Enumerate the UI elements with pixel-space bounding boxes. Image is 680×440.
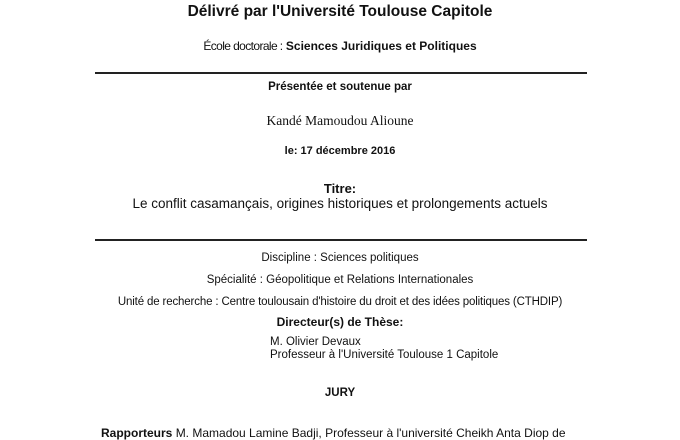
author-name: Kandé Mamoudou Alioune bbox=[266, 113, 414, 128]
doctoral-school-label: École doctorale : bbox=[203, 39, 283, 53]
title-label: Titre: bbox=[323, 181, 357, 196]
rapporteurs-text: M. Mamadou Lamine Badji, Professeur à l'université Cheikh Anta Diop de bbox=[175, 426, 566, 440]
research-unit-line: Unité de recherche : Centre toulousain d'histoire du droit et des idées politiques (CTHDIP) bbox=[117, 296, 563, 308]
specialty-line: Spécialité : Géopolitique et Relations Internationales bbox=[206, 274, 474, 286]
doctoral-school-value: Sciences Juridiques et Politiques bbox=[285, 39, 477, 53]
rapporteurs-label: Rapporteurs bbox=[101, 426, 173, 440]
delivered-by-heading: Délivré par l'Université Toulouse Capitole bbox=[187, 3, 493, 20]
rapporteurs-line bbox=[101, 427, 566, 439]
defense-date: le: 17 décembre 2016 bbox=[284, 145, 396, 157]
top-divider bbox=[95, 72, 587, 74]
discipline-line: Discipline : Sciences politiques bbox=[261, 252, 419, 264]
director-title: Professeur à l'Université Toulouse 1 Capitole bbox=[270, 349, 499, 361]
middle-divider bbox=[95, 239, 587, 241]
presented-label: Présentée et soutenue par bbox=[268, 81, 412, 93]
jury-heading: JURY bbox=[324, 387, 356, 399]
thesis-title: Le conflit casamançais, origines historiques et prolongements actuels bbox=[132, 196, 548, 211]
director-name: M. Olivier Devaux bbox=[270, 336, 361, 348]
doctoral-school-line bbox=[0, 40, 680, 52]
director-label: Directeur(s) de Thèse: bbox=[276, 315, 404, 329]
